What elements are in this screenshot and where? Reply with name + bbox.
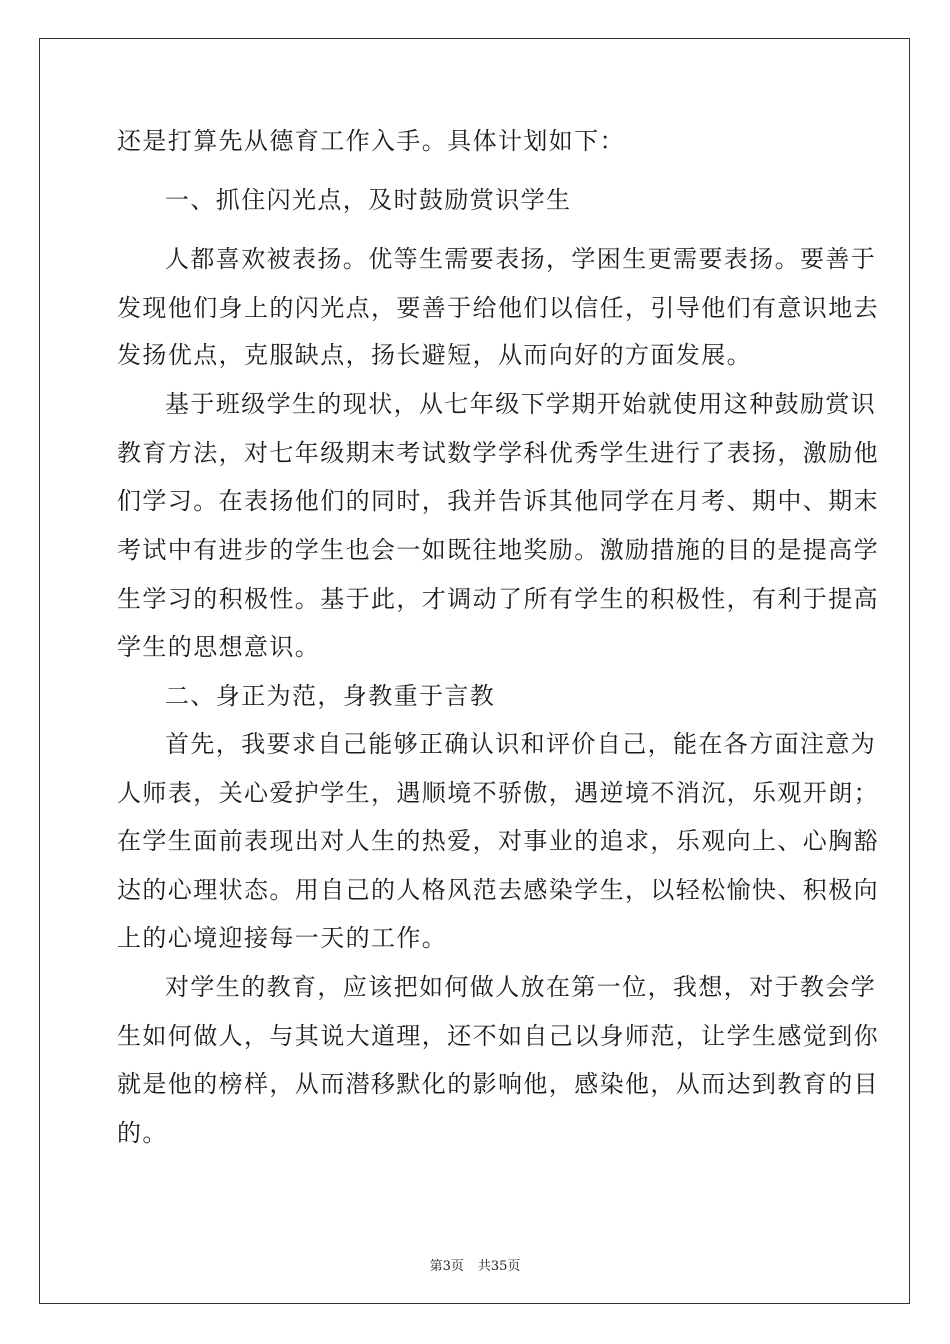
text-line-16: 达的心理状态。用自己的人格风范去感染学生，以轻松愉快、积极向 (117, 876, 879, 904)
text-line-15: 在学生面前表现出对人生的热爱，对事业的追求，乐观向上、心胸豁 (117, 827, 879, 855)
text-line-7: 教育方法，对七年级期末考试数学学科优秀学生进行了表扬，激励他 (117, 439, 879, 467)
page-number: 第3页 (429, 1259, 464, 1274)
text-line-5: 发扬优点，克服缺点，扬长避短，从而向好的方面发展。 (117, 341, 752, 369)
text-line-19: 生如何做人，与其说大道理，还不如自己以身师范，让学生感觉到你 (117, 1022, 879, 1050)
text-line-21: 的。 (117, 1119, 168, 1147)
text-line-4: 发现他们身上的闪光点，要善于给他们以信任，引导他们有意识地去 (117, 294, 879, 322)
text-line-13: 首先，我要求自己能够正确认识和评价自己，能在各方面注意为 (165, 730, 877, 758)
section-heading-2: 二、身正为范，身教重于言教 (165, 682, 496, 710)
text-line-20: 就是他的榜样，从而潜移默化的影响他，感染他，从而达到教育的目 (117, 1070, 879, 1098)
page-total: 共35页 (477, 1259, 521, 1274)
text-line-18: 对学生的教育，应该把如何做人放在第一位，我想，对于教会学 (165, 973, 877, 1001)
text-line-3: 人都喜欢被表扬。优等生需要表扬，学困生更需要表扬。要善于 (165, 245, 877, 273)
text-line-1: 还是打算先从德育工作入手。具体计划如下： (117, 127, 625, 155)
page-border (39, 38, 910, 1304)
text-line-6: 基于班级学生的现状，从七年级下学期开始就使用这种鼓励赏识 (165, 390, 877, 418)
text-line-10: 生学习的积极性。基于此，才调动了所有学生的积极性，有利于提高 (117, 585, 879, 613)
text-line-8: 们学习。在表扬他们的同时，我并告诉其他同学在月考、期中、期末 (117, 487, 879, 515)
text-line-14: 人师表，关心爱护学生，遇顺境不骄傲，遇逆境不消沉，乐观开朗； (117, 779, 879, 807)
text-line-11: 学生的思想意识。 (117, 633, 321, 661)
text-line-9: 考试中有进步的学生也会一如既往地奖励。激励措施的目的是提高学 (117, 536, 879, 564)
section-heading-1: 一、抓住闪光点，及时鼓励赏识学生 (165, 186, 572, 214)
page-footer (0, 1255, 950, 1274)
text-line-17: 上的心境迎接每一天的工作。 (117, 924, 448, 952)
